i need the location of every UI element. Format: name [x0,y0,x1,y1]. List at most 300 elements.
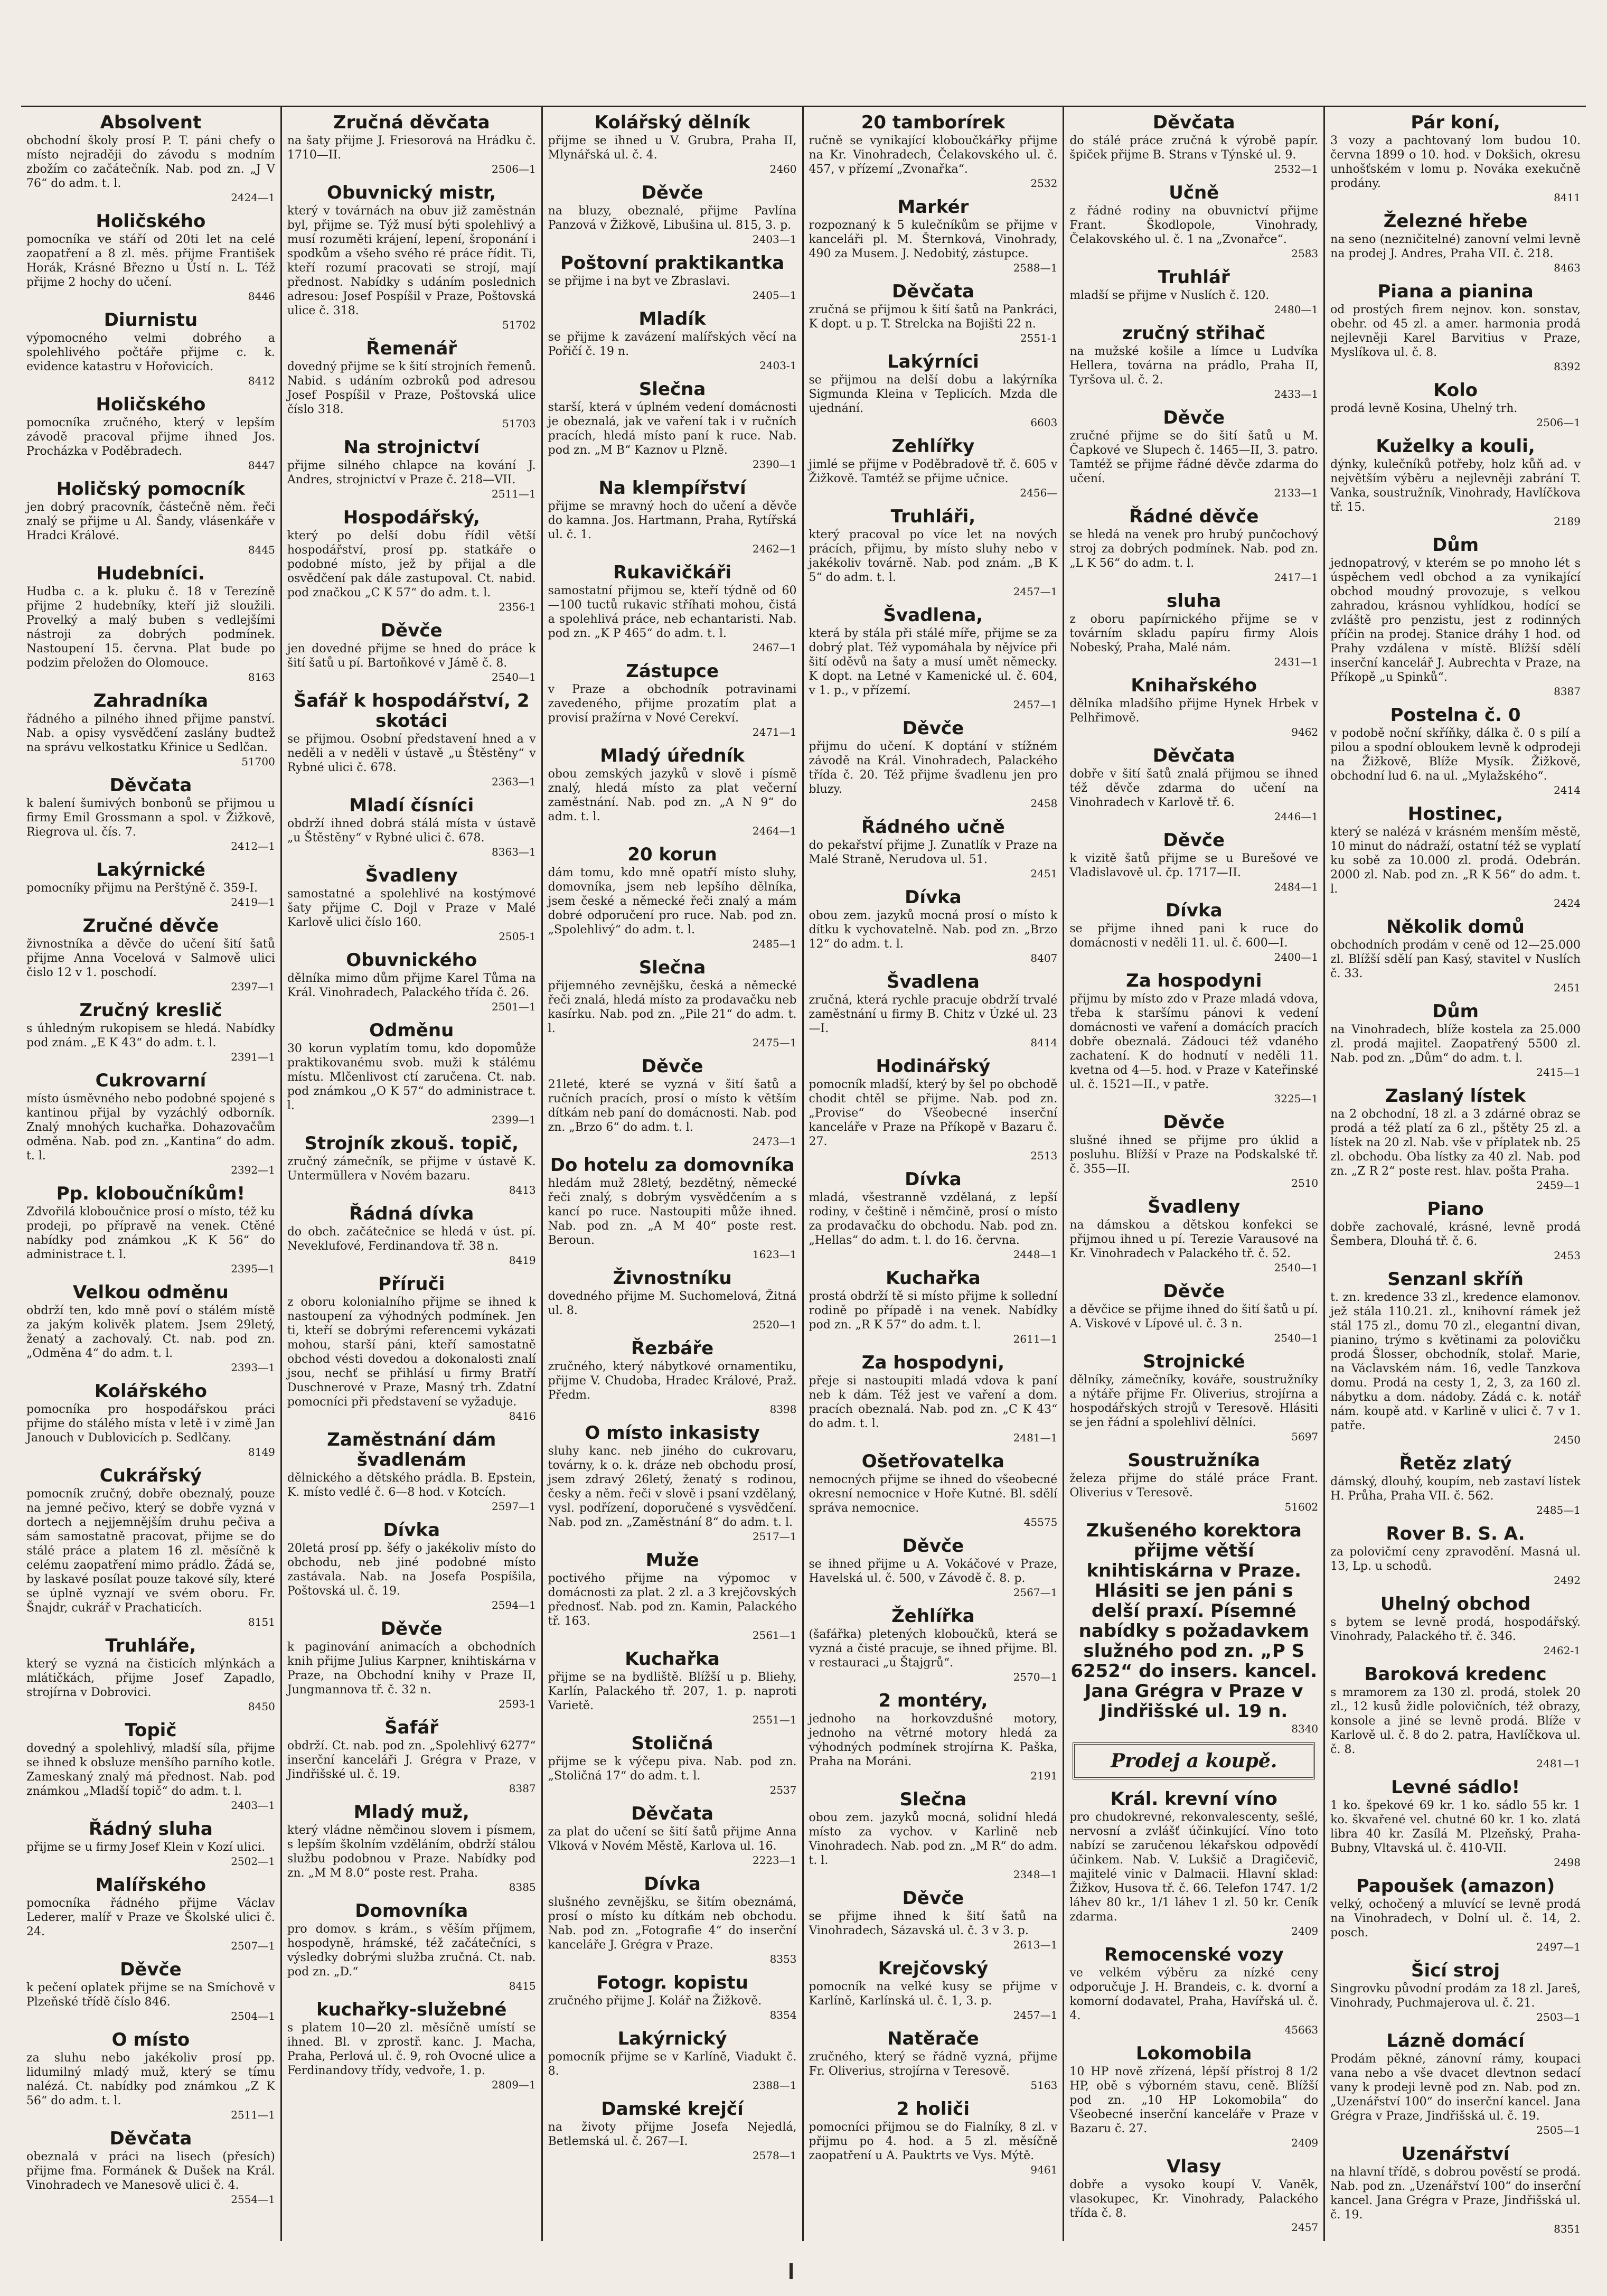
ad-text: řádného a pilného ihned přijme panství. Nab. a opisy vysvědčení zaslány budtež na správu velkostatku Křinice u Sedlčan. [26,713,275,754]
classified-ad [287,1133,536,1196]
ad-code: 2457—1 [1013,585,1058,598]
classified-ad [287,795,536,858]
ad-heading: Damské krejčí [601,2098,744,2120]
ad-code: 2554—1 [231,2193,275,2206]
ad-text: dělnického a dětského prádla. B. Epstein, K. místo vedlé č. 6—8 hod. v Kotcích. [287,1472,536,1499]
classified-ad [809,352,1058,429]
classified-ad [1330,1454,1581,1516]
ad-text: do pekařství přijme J. Zunatlík v Praze na Malé Straně, Nerudova ul. 51. [809,839,1058,866]
ad-heading: Rover B. S. A. [1386,1523,1525,1544]
ad-code: 8363—1 [492,846,536,858]
classified-ad [1330,436,1581,528]
ad-heading: Děvče [902,718,964,739]
classified-ad [1330,1961,1581,2023]
ad-code: 2467—1 [752,641,797,654]
ad-text: obchodních prodám v ceně od 12—25.000 zl. Blížší sdělí pan Kasý, stavitel v Nuslích č. 33. [1330,939,1581,980]
ad-heading: Poštovní praktikantka [560,252,785,274]
ad-code: 2348—1 [1013,1868,1058,1881]
column-5 [1064,107,1325,2241]
ad-code: 2471—1 [752,726,797,738]
ad-text: na Vinohradech, blíže kostela za 25.000 zl. prodá majitel. Zaopatřený 5500 zl. Nab. pod zn. „Dům“ do adm. t. l. [1330,1023,1581,1065]
ad-code: 8414 [1030,1036,1058,1049]
classified-ad [1069,676,1318,738]
classified-ad [287,1901,536,1992]
ad-heading: Natěrače [887,2028,979,2049]
classified-ad [26,479,275,556]
ad-text: přijme se ihned u V. Grubra, Praha II, Mlynářská ul. č. 4. [548,134,797,162]
ad-code: 2399—1 [492,1113,536,1126]
ad-heading: Děvčata [1152,745,1235,766]
ad-text: místo úsměvného nebo podobné spojené s kantinou přijal by vyzáchlý odborník. Znalý mnohých kuchařka. Dohazovačům odměna. Nab. pod zn. „Kantina“ do adm. t. l. [26,1092,275,1163]
ad-heading: Krejčovský [878,1958,989,1979]
ad-heading: Holičského [96,394,206,415]
ad-text: za polovičmí ceny zpravodění. Masná ul. 13, Lp. u schodů. [1330,1545,1581,1573]
ad-text: za plat do učení se šití šatů přijme Anna Vlková v Novém Městě, Karlova ul. 16. [548,1825,797,1853]
ad-heading: Lakýrnický [617,2028,727,2049]
classified-ad [1069,591,1318,668]
ad-text: dám tomu, kdo mně opatří místo sluhy, domovníka, jsem neb lepšího dělníka, jsem české a německé řeči znalý a mám dobré odporučení pro ruce. Nab. pod zn. „Spolehlivý“ do adm. t. l. [548,866,797,936]
ad-heading: Remocenské vozy [1104,1944,1284,1965]
ad-code: 2356-1 [499,601,536,613]
classified-ad [809,1691,1058,1782]
classified-ad [287,691,536,788]
ad-heading: Mladík [638,308,706,330]
ad-code: 8411 [1554,191,1581,204]
ad-heading: Švadleny [365,865,458,886]
classified-ad [287,950,536,1013]
ad-text: Singrovku původní prodám za 18 zl. Jareš, Vinohrady, Puchmajerova ul. č. 21. [1330,1982,1581,2010]
ad-code: 2520—1 [752,1318,797,1331]
ad-heading: Řádný sluha [88,1819,213,1840]
ad-heading: Rukavičkáři [613,562,732,583]
ad-code: 2405—1 [752,289,797,302]
ad-heading: Slečna [638,379,706,400]
ad-text: z oboru papírnického přijme se v továrním skladu papíru firmy Alois Nobeský, Praha, Malé nám. [1069,613,1319,654]
ad-heading: Železné hřebe [1383,211,1528,232]
ad-text: 3 vozy a pachtovaný lom budou 10. června 1899 o 10. hod. v Dokšich, okresu unhošťském v lomu p. Nováka exekučně prodány. [1330,134,1581,190]
ad-code: 9461 [1030,2163,1058,2176]
ad-heading: Král. krevní víno [1110,1788,1277,1810]
ad-heading: zručný střihač [1122,323,1266,344]
ad-text: se přijme k zavázení malířských věcí na Pořičí č. 19 n. [548,331,797,358]
ad-code: 2583 [1291,247,1319,260]
ad-code: 8450 [248,1700,275,1713]
ad-text: zručné přijme se do šití šatů u M. Čapkové ve Slupech č. 1465—II, 3. patro. Tamtéž se přijme řádné děvče zdarma do učení. [1069,429,1319,485]
ad-code: 2484—1 [1274,880,1319,893]
column-4 [804,107,1065,2241]
ad-text: rozpoznaný k 5 kulečníkům se přijme v kanceláři pl. M. Šternková, Vinohrady, 490 za Musem. J. Nedobitý, zástupce. [809,219,1058,260]
ad-code: 2459—1 [1536,1179,1581,1192]
classified-ad [287,508,536,613]
ad-heading: Zaměstnání dám švadlenám [327,1429,496,1470]
classified-ad [287,183,536,331]
ad-code: 2462-1 [1543,1644,1581,1657]
classified-ad [548,253,797,302]
ad-text: z oboru kolonialního přijme se ihned k nastoupení za výhodných podmínek. Jen ti, kteří se dobrými referencemi vykázati mohou, starší páni, kteří samostatně obchod vésti dovedou a dokonalosti znalí jsou, nechť se přihlásí u firmy Bratří Duschnerové v Praze, Masný trh. Zdatní pomocníci při představení se vyžaduje. [287,1296,536,1409]
classified-ad [809,436,1058,499]
ad-text: pomocníka ve stáří od 20ti let na celé zaopatření a 8 zl. měs. přijme František Horák, Krásné Březno u Ústí n. L. Též přijme 2 hochy do učení. [26,233,275,289]
classified-ad [1330,2031,1581,2136]
ad-heading: Zkušeného korektora přijme větší knihtiskárna v Praze. Hlásiti se jen páni s delší praxí. Písemné nabídky s požadavkem služného pod zn. „P S 6252“ do insers. kancel. Jana Grégra v Praze v Jindřišské ul. 19 n. [1070,1520,1318,1722]
ad-text: na životy přijme Josefa Nejedlá, Betlemská ul. č. 267—I. [548,2121,797,2148]
classified-ad [809,1451,1058,1529]
ad-text: jimlé se přijme v Poděbradově tř. č. 605 v Žižkově. Tamtéž se přijme učnice. [809,458,1058,485]
classified-ad [26,395,275,472]
classified-ad [1330,535,1581,698]
classified-ad [1330,804,1581,910]
ad-code: 2464—1 [752,824,797,837]
ad-text: mladší se přijme v Nuslích č. 120. [1069,289,1270,302]
ad-code: 2458 [1030,797,1058,810]
ad-text: na seno (nezničitelné) zanovní velmi levně na prodej J. Andres, Praha VII. č. 218. [1330,233,1581,260]
ad-heading: Děvče [902,1888,964,1909]
ad-heading: Příruči [378,1273,445,1295]
ad-code: 51702 [502,318,536,331]
ad-text: pro chudokrevné, rekonvalescenty, sešlé, nervosní a zvlášť účinkující. Víno toto nabízí se zaručenou lékařskou odpovědí účinkem. Nab. V. Lukšič a Dragičevič, majitelé vinic v Dalmacii. Hlavní sklad: Žižkov, Husova tř. č. 66. Telefon 1747. 1/2 láhev 80 kr., 1/1 láhev 1 zl. 50 kr. Ceník zdarma. [1069,1811,1319,1924]
classified-ad [1069,113,1318,175]
ad-heading: Za hospodyni [1126,970,1262,991]
ad-text: pomocníka zručného, který v lepším závodě pracoval přijme ihned Jos. Procházka v Poděbradech. [26,416,275,458]
ad-heading: Děvčata [1152,112,1235,133]
classified-ad [287,1619,536,1710]
ad-heading: Mladý muž, [353,1802,469,1823]
ad-code: 2462—1 [752,542,797,555]
ad-code: 8463 [1554,261,1581,274]
ad-heading: Holičského [96,211,206,232]
ad-code: 51602 [1284,1501,1319,1513]
ad-heading: O místo [111,2029,190,2050]
ad-heading: Levné sádlo! [1391,1777,1520,1798]
ad-heading: Děvče [641,182,703,203]
ad-heading: Zehlířky [891,436,975,457]
ad-code: 2191 [1030,1769,1058,1782]
ad-code: 2510 [1291,1177,1319,1189]
ad-code: 45663 [1284,2023,1319,2036]
ad-code: 2504—1 [231,2010,275,2022]
ad-heading: Dívka [905,887,962,908]
ad-text: pomocník mladší, který by šel po obchodě chodit chtěl se přijme. Nab. pod zn. „Provise“ do Všeobecné inserční kanceláře v Praze na Příkopě v Bazaru č. 27. [809,1078,1058,1148]
ad-code: 2481—1 [1013,1431,1058,1444]
classified-ad [1069,1521,1318,1735]
ad-code: 2567—1 [1013,1586,1058,1599]
ad-code: 2593-1 [499,1698,536,1710]
ad-text: se přijmou na delší dobu a lakýrníka Sigmunda Kleina v Teplicích. Mzda dle ujednání. [809,373,1058,415]
ad-code: 2473—1 [752,1135,797,1148]
ad-code: 2578—1 [752,2149,797,2162]
classified-ad [548,1056,797,1148]
ad-heading: Stoličná [631,1733,713,1754]
ad-heading: Slečna [899,1789,967,1810]
ad-heading: Kolářského [94,1381,207,1402]
ad-code: 2498 [1554,1856,1581,1869]
ad-text: na 2 obchodní, 18 zl. a 3 zdárné obraz se prodá a též platí za 6 zl., pštěty 25 zl. a lístek na 20 zl. Nab. vše v příplatek nb. 25 zl. obchodu. Oba lístky za 40 zl. Nab. pod zn. „Z R 2“ poste rest. hlav. pošta Praha. [1330,1108,1581,1178]
ad-heading: Odměnu [369,1020,454,1041]
ad-heading: Topič [125,1720,177,1741]
ad-code: 2517—1 [752,1530,797,1543]
ad-text: mladá, všestranně vzdělaná, z lepší rodiny, v češtině i němčině, prosí o místo za prodavačku do obchodu. Nab. pod zn. „Hellas“ do adm. t. l. do 16. června. [809,1191,1058,1247]
ad-heading: Švadleny [1148,1196,1241,1217]
ad-code: 8149 [248,1446,275,1458]
ad-code: 8351 [1554,2223,1581,2235]
classified-ad [548,478,797,555]
classified-ad [26,1466,275,1628]
classified-ad [1330,1199,1581,1262]
classified-ad [809,972,1058,1049]
classified-ad [809,718,1058,810]
ad-text: nemocných přijme se ihned do všeobecné okresní nemocnice v Hoře Kutné. Bl. sdělí správa nemocnice. [809,1473,1058,1515]
ad-text: dovedného přijme M. Suchomelová, Žitná ul. 8. [548,1290,797,1317]
ad-code: 8413 [509,1184,536,1196]
classified-ad [287,621,536,683]
ad-text: zručný zámečník, se přijme v ústavě K. Untermüllera v Novém bazaru. [287,1155,536,1183]
classified-ad [548,1550,797,1642]
classified-ad [1330,380,1581,429]
ad-text: obou zemských jazyků v slově i písmě znalý, hledá místo za plat večerní zaměstnání. Nab. pod zn. „A N 9“ do adm. t. l. [548,767,797,823]
ad-text: jednoho na horkovzdušné motory, jednoho na větrné motory hledá za výhodných podmínek strojírna K. Paška, Praha na Moráni. [809,1712,1058,1768]
ad-heading: Děvče [1163,1112,1225,1133]
ad-heading: Švadlena [887,971,980,992]
ad-heading: Kolářský dělník [594,112,750,133]
classified-ad [287,1520,536,1611]
ad-text: samostatní přijmou se, kteří týdně od 60—100 tuctů rukavic stříhati mohou, čistá a spolehlivá práce, neb echantaristi. Nab. pod zn. „K P 465“ do adm. t. l. [548,584,797,640]
ad-heading: Piano [1427,1198,1484,1220]
classified-ad [287,1718,536,1795]
ad-heading: Zahradníka [93,690,209,711]
ad-heading: Mladý úředník [600,745,745,766]
ad-text: z řádné rodiny na obuvnictví přijme Frant. Škodlopole, Vinohrady, Čelakovského ul. č. 1 na „Zvonařce“. [1069,204,1319,246]
classified-ad [548,1155,797,1261]
ad-text: (šafářka) pletených kloboučků, která se vyzná a čisté pracuje, se ihned přijme. Bl. v restauraci „u Štajgrů“. [809,1628,1058,1670]
ad-text: k pečení oplatek přijme se na Smíchově v Plzeňské třídě číslo 846. [26,1981,275,2009]
ad-text: pomocník zručný, dobře obeznalý, pouze na jemné pečivo, který se dobře vyzná v dortech a nejjemnějším druhu pečiva a sám samostatně pracovat, přijme se do stálé práce a platem 16 zl. měsíčně k celému zaopatření mimo prádlo. Žádá se, by laskavé posílat pouze takové síly, které se úplně vyznají ve svém oboru. Fr. Šnajdr, cukrář v Prachaticích. [26,1487,275,1615]
ad-heading: Piana a pianina [1377,281,1534,302]
ad-code: 2561—1 [752,1629,797,1642]
ad-heading: Fotogr. kopistu [596,1972,748,1993]
classified-ad [287,1204,536,1267]
ad-code: 2505—1 [1536,2124,1581,2136]
ad-text: na bluzy, obeznalé, přijme Pavlína Panzová v Žižkově, Libušina ul. 815, 3. p. [548,204,797,232]
ad-text: dělníka mladšího přijme Hynek Hrbek v Pelhřimově. [1069,697,1319,725]
ad-code: 2537 [769,1784,797,1796]
ad-text: starší, která v úplném vedení domácnosti je obeznalá, jak ve vaření tak i v ručních pracích, hledá místo paní k ruce. Nab. pod zn. „M B“ Kaznov u Plzně. [548,401,797,457]
classified-ad [809,507,1058,598]
ad-code: 2409 [1291,1925,1319,1937]
ad-heading: Na klempířství [598,477,746,499]
ad-code: 8412 [248,374,275,387]
ad-text: která by stála při stálé míře, přijme se za dobrý plat. Též vypomáhala by nějvíce při šití oděvů na šaty a musí umět německy. K dopt. na Letné v Kamenické ul. č. 604, v 1. p., v přízemí. [809,627,1058,697]
classified-ad [1069,1197,1318,1274]
classified-ad [287,437,536,500]
ad-code: 2363—1 [492,775,536,788]
ad-code: 8445 [248,543,275,556]
ad-code: 8387 [509,1782,536,1795]
ad-heading: 2 holiči [896,2098,970,2120]
ad-heading: Děvče [120,1959,182,1980]
ad-text: jen dovedné přijme se hned do práce k šití šatů u pí. Bartoňkové v Jámě č. 8. [287,642,536,670]
ad-heading: Hostinec, [1407,803,1503,824]
ad-heading: Absolvent [100,112,202,133]
ad-heading: Dívka [1165,900,1223,921]
ad-code: 2403—1 [231,1799,275,1812]
classified-ad [26,1960,275,2022]
classified-ad [26,564,275,683]
ad-code: 2503—1 [1536,2011,1581,2023]
classified-ad [809,1169,1058,1261]
ad-heading: Kuchařka [886,1268,981,1289]
classified-ad [26,860,275,908]
classified-ad [1069,2157,1318,2234]
classified-ad [548,183,797,246]
classified-ad [1069,1789,1318,1937]
ad-heading: Hudebníci. [96,563,205,584]
ad-heading: Strojnické [1143,1351,1245,1372]
ad-text: prodá levně Kosina, Uhelný trh. [1330,402,1518,415]
ad-code: 2506—1 [1536,416,1581,429]
ad-code: 2189 [1554,515,1581,528]
ad-code: 2551-1 [1020,332,1058,344]
ad-code: 2475—1 [752,1036,797,1049]
ad-heading: Dívka [644,1873,701,1895]
ad-heading: Muže [645,1550,699,1571]
ad-heading: Pp. kloboučníkům! [56,1183,246,1204]
ad-heading: kuchařky-služebné [316,1999,507,2020]
classified-ad [1069,183,1318,260]
ad-text: na šaty přijme J. Friesorová na Hrádku č. 1710—II. [287,134,536,162]
ad-code: 2424 [1554,897,1581,910]
classified-ad [809,197,1058,274]
ad-heading: sluha [1167,591,1221,612]
ad-code: 2492 [1554,1574,1581,1587]
ad-heading: Lázně domácí [1386,2030,1525,2051]
ad-text: a děvčice se přijme ihned do šití šatů u pí. A. Viskové v Lípové ul. č. 3 n. [1069,1303,1319,1330]
ad-code: 2451 [1030,867,1058,880]
ad-heading: Řetěz zlatý [1399,1453,1512,1474]
classified-ad [26,1636,275,1713]
classified-ad [26,775,275,852]
ad-text: se přijme ihned k šití šatů na Vinohradech, Sázavská ul. č. 3 v 3. p. [809,1910,1058,1937]
ad-code: 2392—1 [231,1164,275,1176]
ad-heading: Dívka [383,1520,440,1541]
ad-heading: Lakýrnické [96,859,205,880]
ad-code: 2570—1 [1013,1671,1058,1683]
classified-ad [1330,1777,1581,1869]
ad-text: obchodní školy prosí P. T. páni chefy o místo nejraději do závodu s modním zbožím co začátečník. Nab. pod zn. „J V 76“ do adm. t. l. [26,134,275,190]
ad-text: slušné ihned se přijme pro úklid a posluhu. Blížší v Praze na Podskalské tř. č. 355—II. [1069,1134,1319,1176]
ad-code: 2613—1 [1013,1938,1058,1951]
ad-heading: Markér [897,196,969,218]
ad-text: pomocník na velké kusy se přijme v Karlíně, Karlínská ul. č. 1, 3. p. [809,1980,1058,2008]
ad-text: přeje si nastoupiti mladá vdova k paní neb k dám. Též jest ve vaření a dom. pracích obeznalá. Nab. pod zn. „C K 43“ do adm. t. l. [809,1374,1058,1430]
ad-heading: Za hospodyni, [861,1352,1005,1373]
ad-code: 2809—1 [492,2078,536,2091]
ad-text: samostatné a spolehlivé na kostýmové šaty přijme C. Dojl v Praze v Malé Karlově ulici číslo 160. [287,887,536,929]
ad-code: 2611—1 [1013,1333,1058,1345]
ad-heading: Diurnistu [104,310,198,331]
classified-ad [548,309,797,372]
ad-code: 5697 [1291,1430,1319,1443]
classified-ad [1330,113,1581,204]
ad-heading: Ošetřovatelka [861,1451,1005,1472]
ad-text: jednopatrový, v kterém se po mnoho lét s úspěchem vedl obchod a za vynikající obchod moudný provozuje, s velkou zahradou, krásnou vyhlídkou, hodící se zvláště pro penzistu, jest z rodinných příčin na prodej. Stanice dráhy 1 hod. od Prahy vzdálena v místě. Blížší sdělí inserční kancelář J. Aubrechta v Praze, na Příkopě „u Spinků“. [1330,557,1581,684]
ad-text: obeznalá v práci na lisech (přesích) přijme fma. Formánek & Dušek na Král. Vinohradech ve Manesově ulici č. 4. [26,2150,275,2192]
ad-code: 2433—1 [1274,388,1319,400]
ad-text: přijme se na bydliště. Blížší u p. Bliehy, Karlín, Palackého tř. 207, 1. p. naproti Varietě. [548,1671,797,1712]
ad-text: ve velkém výběru za nízké ceny odporučuje J. H. Brandeis, c. k. dvorní a komorní dodavatel, Praha, Havířská ul. č. 4. [1069,1966,1319,2022]
ad-code: 2457—1 [1013,698,1058,711]
ad-text: do stálé práce zručná k výrobě papír. špiček přijme B. Strans v Týnské ul. 9. [1069,134,1319,162]
ad-text: přijemného zevnějšku, česká a německé řeči znalá, hledá místo za prodavačku neb kasírku. Nab. pod zn. „Pile 21“ do adm. t. l. [548,979,797,1035]
classified-ad [1069,1112,1318,1189]
ad-text: přijme silného chlapce na kování J. Andres, strojnictví v Praze č. 218—VII. [287,459,536,486]
classified-ad [1069,507,1318,584]
ad-text: 10 HP nově zřízená, lépší přístroj 8 1/2 HP, obě s výborném stavu, ceně. Blížší pod zn. „10 HP Lokomobila“ do Všeobecné inserční kanceláře v Praze v Bazaru č. 27. [1069,2065,1319,2135]
ad-text: výpomocného velmi dobrého a spolehlivého počtáře přijme c. k. evidence katastru v Hořovicích. [26,332,275,373]
ad-heading: Cukrovarní [95,1070,206,1091]
classified-ad [548,1973,797,2021]
classified-ad [548,1338,797,1416]
classified-ad [287,866,536,943]
column-1 [21,107,282,2241]
ad-heading: Děvčata [892,281,974,302]
ad-heading: Šafář k hospodářství, 2 skotáci [294,690,530,732]
ad-code: 2457 [1291,2221,1319,2234]
ad-text: obdrží ten, kdo mně poví o stálém místě za jakým kolivěk platem. Jsem 29letý, ženatý a zachovalý. Ct. nab. pod zn. „Odměna 4“ do adm. t. l. [26,1304,275,1360]
classified-ad [809,1268,1058,1345]
ad-code: 2414 [1554,784,1581,796]
classified-ad [1330,1524,1581,1587]
ad-text: pro domov. s krám., s věším příjmem, hospodyně, hrámské, též začátečníci, s výsledky dobrými služba zručná. Ct. nab. pod zn. „D.“ [287,1923,536,1979]
ad-code: 8385 [509,1881,536,1894]
ad-heading: Švadlena, [883,605,983,626]
ad-code: 2431—1 [1274,655,1319,668]
ad-text: prostá obdrží tě si místo přijme k sollední rodině po případě i na venek. Nabídky pod zn. „R K 57“ do adm. t. l. [809,1290,1058,1332]
classified-ad [1069,2044,1318,2149]
ad-code: 2395—1 [231,1262,275,1275]
ad-code: 2456— [1020,486,1058,499]
ad-text: Hudba c. a k. pluku č. 18 v Terezíně přijme 2 hudebníky, kteří již sloužili. Provelký a malý buben s vedlejšími nástroji za dobrých podmínek. Nastoupení 15. června. Plat bude po podzim přeložen do Olomouce. [26,585,275,670]
classified-ad [287,1274,536,1422]
classified-ad [809,282,1058,344]
ad-code: 8340 [1291,1722,1319,1735]
ad-text: od prostých firem nejnov. kon. sonstav, obehr. od 45 zl. a amer. harmonia prodá nejlevněji Karel Barvitius v Praze, Myslíkova ul. č. 8. [1330,303,1581,359]
ad-text: k balení šumivých bonbonů se přijmou u firmy Emil Grossmann a spol. v Žižkově, Riegrova ul. čís. 7. [26,797,275,839]
ad-text: poctivého přijme na výpomoc v domácnosti za plat. 2 zl. a 3 krejčovských přednosť. Nab. pod zn. Kamin, Palackého tř. 163. [548,1572,797,1628]
ad-heading: 2 montéry, [878,1690,988,1711]
ad-heading: Do hotelu za domovníka [550,1155,795,1176]
ad-text: k vizitě šatů přijme se u Burešové ve Vladislavově ul. čp. 1717—II. [1069,852,1319,879]
ad-heading: Zručná děvčata [333,112,490,133]
classified-ad [1069,1450,1318,1513]
ad-text: velký, ochočený a mluvící se levně prodá na Vinohradech, v Dolní ul. č. 14, 2. posch. [1330,1898,1581,1939]
ad-text: se ihned přijme u A. Vokáčové v Praze, Havelská ul. č. 500, v Závodě č. 8. p. [809,1558,1058,1585]
ad-heading: Děvče [902,1535,964,1557]
ad-code: 2448—1 [1013,1248,1058,1261]
ad-text: na dámskou a dětskou konfekci se přijmou ihned u pí. Terezie Varausové na Kr. Vinohradech v Palackého tř. č. 52. [1069,1219,1319,1260]
ad-code: 2391—1 [231,1051,275,1063]
ad-code: 2393—1 [231,1361,275,1374]
classified-ad [26,1282,275,1374]
classified-ad [1330,1001,1581,1079]
ad-code: 2506—1 [492,163,536,175]
ad-heading: Domovníka [355,1900,468,1922]
ad-text: pomocník přijme se v Karlíně, Viadukt č. 8. [548,2050,797,2078]
ad-text: se hledá na venek pro hrubý punčochový stroj za dobrých podmínek. Nab. pod zn. „L K 56“ do adm. t. l. [1069,528,1319,570]
ad-code: 2419—1 [231,896,275,908]
ad-heading: Děvče [380,620,443,641]
classified-ad [548,746,797,837]
ad-code: 8416 [509,1410,536,1422]
classified-ad [26,1819,275,1868]
